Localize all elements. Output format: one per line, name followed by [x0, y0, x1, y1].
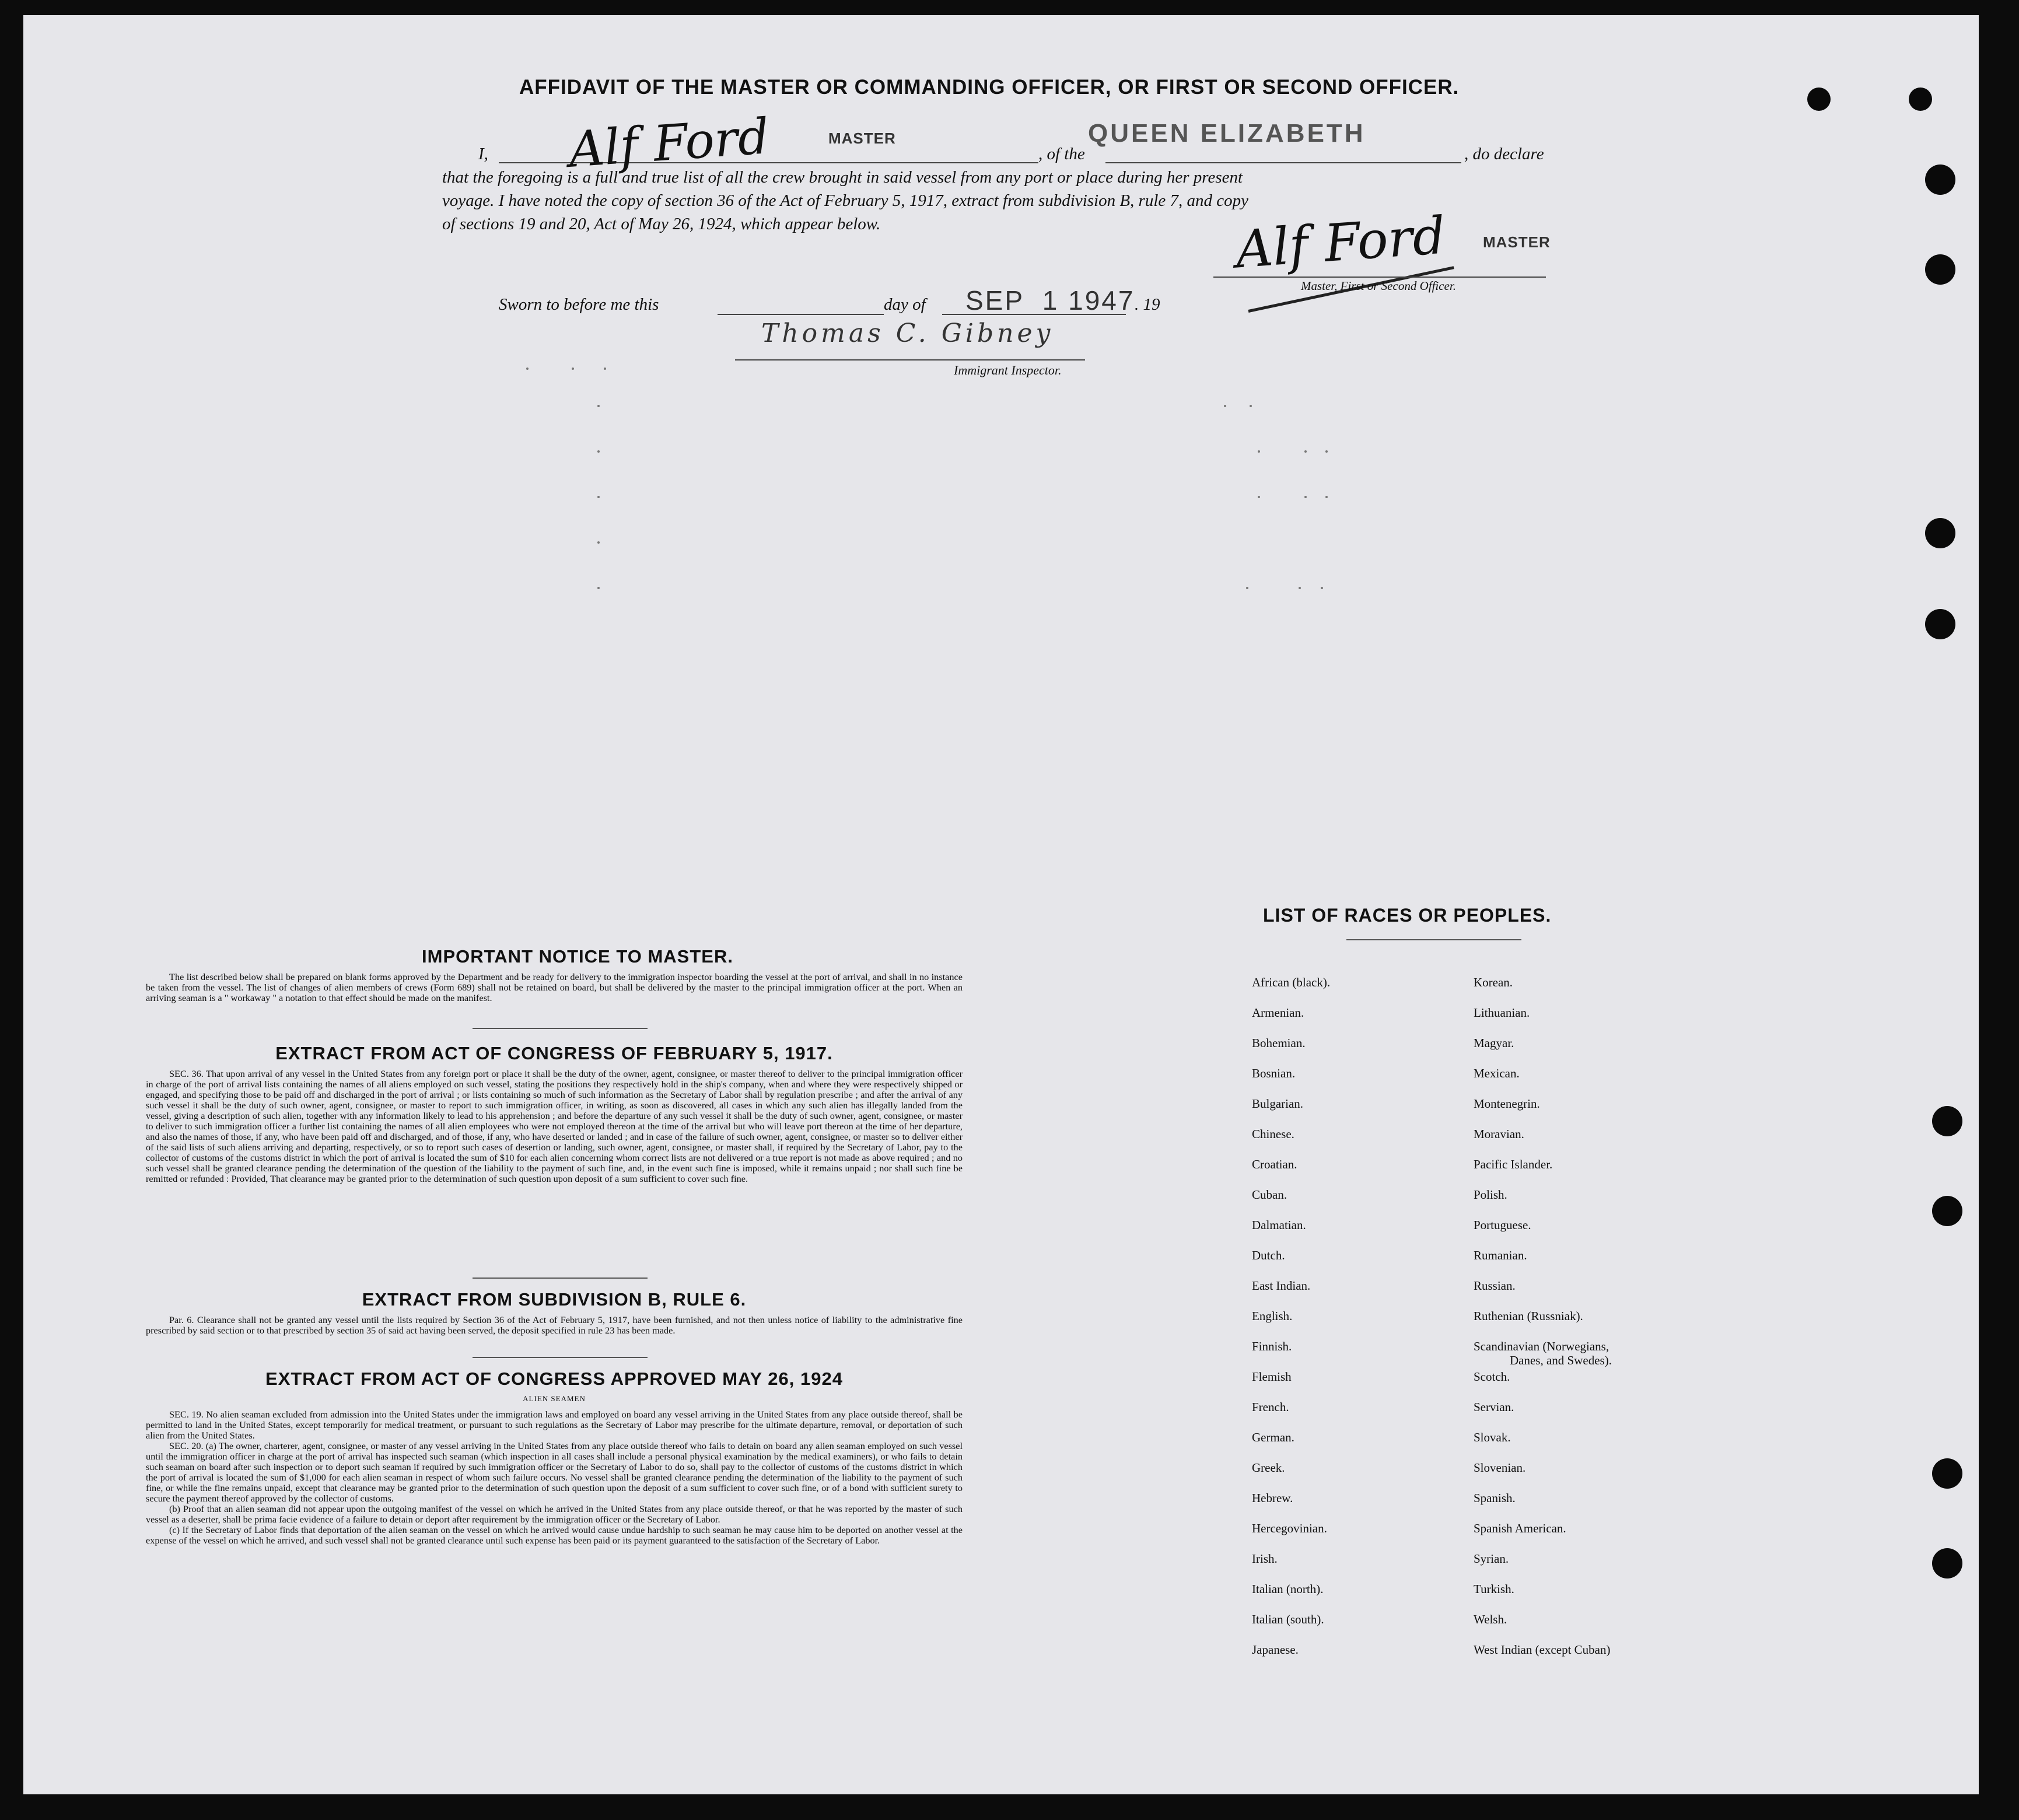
year-suffix: . 19 — [1135, 295, 1160, 314]
race-item: Bosnian. — [1252, 1066, 1296, 1080]
officer-caption: Master, First or Second Officer. — [1301, 279, 1456, 293]
race-item: Italian (north). — [1252, 1582, 1324, 1596]
faint-dot — [1325, 450, 1328, 453]
race-item: English. — [1252, 1309, 1293, 1323]
affidavit-line-4: of sections 19 and 20, Act of May 26, 1924, which appear below. — [442, 215, 881, 233]
race-item: French. — [1252, 1400, 1289, 1414]
section-divider — [473, 1028, 648, 1029]
race-item: Cuban. — [1252, 1188, 1287, 1202]
inspector-signature-line — [735, 359, 1085, 360]
affidavit-line-2: that the foregoing is a full and true list of all the crew brought in said vessel from any port or place during her present — [442, 168, 1243, 187]
race-item: Portuguese. — [1474, 1218, 1531, 1232]
race-item: Irish. — [1252, 1552, 1278, 1566]
faint-dot — [572, 368, 574, 370]
race-item: Bulgarian. — [1252, 1097, 1304, 1111]
race-item: Croatian. — [1252, 1157, 1297, 1171]
sec20c-text: (c) If the Secretary of Labor finds that deportation of the alien seaman on the vessel on which he arrived would cause undue hardship to such seaman he may cause him to be deported on another vessel at the expense of the vessel on which he arrived, and such vessel shall not be granted clearance until such expense has been paid or its payment guaranteed to the satisfaction of the Secretary of Labor. — [146, 1524, 963, 1546]
binder-hole — [1807, 88, 1831, 111]
faint-dot — [597, 450, 600, 453]
race-item: Polish. — [1474, 1188, 1507, 1202]
notice-heading: IMPORTANT NOTICE TO MASTER. — [422, 946, 733, 967]
race-item: Scotch. — [1474, 1370, 1510, 1384]
rule6-heading: EXTRACT FROM SUBDIVISION B, RULE 6. — [362, 1289, 747, 1310]
race-item: East Indian. — [1252, 1279, 1311, 1293]
affidavit-line-3: voyage. I have noted the copy of section 36 of the Act of February 5, 1917, extract from subdivision B, rule 7, and copy — [442, 191, 1249, 210]
faint-dot — [1246, 587, 1248, 589]
race-item: Japanese. — [1252, 1643, 1299, 1657]
sec19-text: SEC. 19. No alien seaman excluded from admission into the United States under the immigration laws and employed on board any vessel arriving in the United States from any place outside thereof, shall be permitted to land in the United States, except temporarily for medical treatment, or pursuant to such regulations as the Secretary of Labor may prescribe for the ultimate departure, removal, or deportation of such alien from the United States. — [146, 1409, 963, 1441]
binder-hole — [1925, 164, 1955, 195]
binder-hole — [1932, 1196, 1962, 1226]
races-title: LIST OF RACES OR PEOPLES. — [1263, 905, 1552, 926]
faint-dot — [1321, 587, 1323, 589]
race-item-continuation: Danes, and Swedes). — [1510, 1353, 1612, 1367]
sworn-day-line — [718, 314, 884, 315]
faint-dot — [1258, 450, 1260, 453]
race-item: Slovenian. — [1474, 1461, 1526, 1475]
extract-1917-body: SEC. 36. That upon arrival of any vessel in the United States from any foreign port or place it shall be the duty of the owner, agent, consignee, or master thereof to deliver to the principal immigration officer in charge of the port of arrival lists containing the names of all aliens employed on such vessel, stating the positions they respectively hold in the ship's company, when and where they were respectively shipped or engaged, and specifying those to be paid off and discharged in the port of arrival ; or lists containing so much of such information as the Secretary of Labor shall by regulation prescribe ; and after the arrival of any such vessel it shall be the duty of such owner, agent, consignee, or master to report to such immigration officer, in writing, as soon as discovered, all cases in which any such alien has illegally landed from the vessel, giving a description of such alien, together with any information likely to lead to his apprehension ; and before the departure of any such vessel it shall be the duty of such owner, agent, consignee, or master to deliver to such immigration officer a further list containing the names of all alien employees who were not employed thereon at the time of the arrival but who will leave port thereon at the time of her departure, and also the names of those, if any, who have been paid off and discharged, and of those, if any, who have deserted or landed ; and in case of the failure of such owner, agent, consignee, or master so to deliver either of the said lists of such aliens arriving and departing, respectively, or so to report such cases of desertion or landing, such owner, agent, consignee, or master shall, if required by the Secretary of Labor, pay to the collector of customs of the customs district in which the port of arrival is located the sum of $10 for each alien concerning whom correct lists are not delivered or a true report is not made as above required ; and no such vessel shall be granted clearance pending the determination of the question of the liability to the payment of such fine, and, in the event such fine is imposed, while it remains unpaid ; nor shall such fine be remitted or refunded : Provided, That clearance may be granted prior to the determination of such question upon deposit of a sum sufficient to cover such fine. — [146, 1068, 963, 1184]
binder-hole — [1925, 254, 1955, 285]
race-item: Dutch. — [1252, 1248, 1285, 1262]
race-item: Bohemian. — [1252, 1036, 1306, 1050]
race-item: Syrian. — [1474, 1552, 1509, 1566]
race-item: African (black). — [1252, 975, 1331, 989]
races-title-underline — [1346, 939, 1521, 940]
race-item: Moravian. — [1474, 1127, 1524, 1141]
race-item: Scandinavian (Norwegians, — [1474, 1339, 1609, 1353]
binder-hole — [1932, 1548, 1962, 1578]
extract-1924-body — [146, 1409, 963, 1546]
race-item: Italian (south). — [1252, 1612, 1324, 1626]
race-item: Welsh. — [1474, 1612, 1507, 1626]
race-item: German. — [1252, 1430, 1294, 1444]
sec20b-text: (b) Proof that an alien seaman did not appear upon the outgoing manifest of the vessel on which he arrived in the United States from any place outside thereof, or that he was reported by the master of such vessel as a deserter, shall be prima facie evidence of a failure to detain or deport after requirement by the immigration officer or the Secretary of Labor. — [146, 1503, 963, 1525]
section-divider — [473, 1278, 648, 1279]
sworn-prefix: Sworn to before me this — [499, 295, 659, 314]
race-item: Hebrew. — [1252, 1491, 1293, 1505]
binder-hole — [1925, 518, 1955, 548]
race-item: Mexican. — [1474, 1066, 1520, 1080]
sec20a-text: SEC. 20. (a) The owner, charterer, agent, consignee, or master of any vessel arriving in the United States from any place outside thereof who fails to detain on board any alien seaman employed on such vessel until the immigration officer in charge at the port of arrival has inspected such seaman (which inspection in all cases shall include a personal physical examination by the medical examiners), or who fails to detain such seaman on board after such inspection or to deport such seaman if required by such immigration officer or the Secretary of Labor to do so, shall pay to the collector of customs of the customs district in which the port of arrival is located the sum of $1,000 for each alien seaman in respect of whom such failure occurs. No vessel shall be granted clearance pending the determination of the liability to the payment of such fine, or while the fine remains unpaid, except that clearance may be granted prior to the determination of such question upon the deposit of a sum sufficient to cover such fine, or of a bond with sufficient surety to secure the payment thereof approved by the collector of customs. — [146, 1440, 963, 1504]
faint-dot — [597, 587, 600, 589]
faint-dot — [1224, 405, 1226, 407]
faint-dot — [597, 541, 600, 544]
race-item: Pacific Islander. — [1474, 1157, 1553, 1171]
race-item: Slovak. — [1474, 1430, 1511, 1444]
race-item: Spanish American. — [1474, 1521, 1566, 1535]
section-divider — [473, 1357, 648, 1358]
race-item: Montenegrin. — [1474, 1097, 1540, 1111]
race-item: West Indian (except Cuban) — [1474, 1643, 1611, 1657]
date-stamp: SEP 1 1947 — [965, 285, 1135, 316]
race-item: Magyar. — [1474, 1036, 1514, 1050]
officer-signature: Alf Ford — [1233, 205, 1448, 280]
binder-hole — [1925, 609, 1955, 639]
vessel-name: QUEEN ELIZABETH — [1088, 119, 1366, 148]
faint-dot — [1325, 496, 1328, 498]
document-page — [23, 15, 1979, 1794]
race-item: Spanish. — [1474, 1491, 1516, 1505]
race-item: Rumanian. — [1474, 1248, 1527, 1262]
race-item: Turkish. — [1474, 1582, 1514, 1596]
binder-hole — [1909, 88, 1932, 111]
inspector-caption: Immigrant Inspector. — [954, 363, 1062, 377]
faint-dot — [1250, 405, 1252, 407]
race-item: Russian. — [1474, 1279, 1516, 1293]
sworn-day-of: day of — [884, 295, 926, 314]
faint-dot — [597, 496, 600, 498]
faint-dot — [604, 368, 606, 370]
faint-dot — [526, 368, 529, 370]
faint-dot — [1304, 450, 1307, 453]
binder-hole — [1932, 1106, 1962, 1136]
affidavit-do-declare: , do declare — [1464, 145, 1544, 163]
faint-dot — [1304, 496, 1307, 498]
master-signature: Alf Ford — [567, 107, 771, 178]
race-item: Chinese. — [1252, 1127, 1294, 1141]
affidavit-title: AFFIDAVIT OF THE MASTER OR COMMANDING OFFICER, OR FIRST OR SECOND OFFICER. — [519, 76, 1460, 99]
extract-1917-heading: EXTRACT FROM ACT OF CONGRESS OF FEBRUARY 5, 1917. — [275, 1043, 833, 1063]
race-item: Greek. — [1252, 1461, 1285, 1475]
binder-hole — [1932, 1458, 1962, 1489]
officer-signature-line — [1213, 276, 1546, 278]
extract-1924-heading: EXTRACT FROM ACT OF CONGRESS APPROVED MAY 26, 1924 — [265, 1368, 843, 1389]
race-item: Flemish — [1252, 1370, 1292, 1384]
race-item: Dalmatian. — [1252, 1218, 1306, 1232]
race-item: Servian. — [1474, 1400, 1514, 1414]
rule6-body: Par. 6. Clearance shall not be granted any vessel until the lists required by Section 36 of the Act of February 5, 1917, have been furnished, and not then unless notice of liability to the administrative fine prescribed by said section or to that prescribed by section 35 of said act having been served, the deposit specified in rule 23 has been made. — [146, 1314, 963, 1336]
race-item: Lithuanian. — [1474, 1006, 1530, 1020]
affidavit-of-the: , of the — [1038, 145, 1085, 163]
faint-dot — [597, 405, 600, 407]
notice-body: The list described below shall be prepared on blank forms approved by the Department and be ready for delivery to the immigration inspector boarding the vessel at the port of arrival, and shall in no instance be taken from the vessel. The list of changes of alien members of crews (Form 689) shall not be retained on board, but shall be delivered by the master to the principal immigration officer at the port. When an arriving seaman is a " workaway " a notation to that effect should be made on the manifest. — [146, 971, 963, 1003]
inspector-signature: Thomas C. Gibney — [761, 318, 1054, 348]
extract-1924-subheading: ALIEN SEAMEN — [523, 1394, 586, 1403]
faint-dot — [1258, 496, 1260, 498]
affidavit-i-prefix: I, — [478, 145, 488, 163]
race-item: Hercegovinian. — [1252, 1521, 1327, 1535]
race-item: Ruthenian (Russniak). — [1474, 1309, 1583, 1323]
race-item: Korean. — [1474, 975, 1513, 989]
vessel-name-line — [1105, 162, 1461, 163]
master-stamp: MASTER — [828, 130, 896, 147]
race-item: Armenian. — [1252, 1006, 1304, 1020]
race-item: Finnish. — [1252, 1339, 1292, 1353]
officer-master-stamp: MASTER — [1483, 233, 1551, 251]
faint-dot — [1299, 587, 1301, 589]
